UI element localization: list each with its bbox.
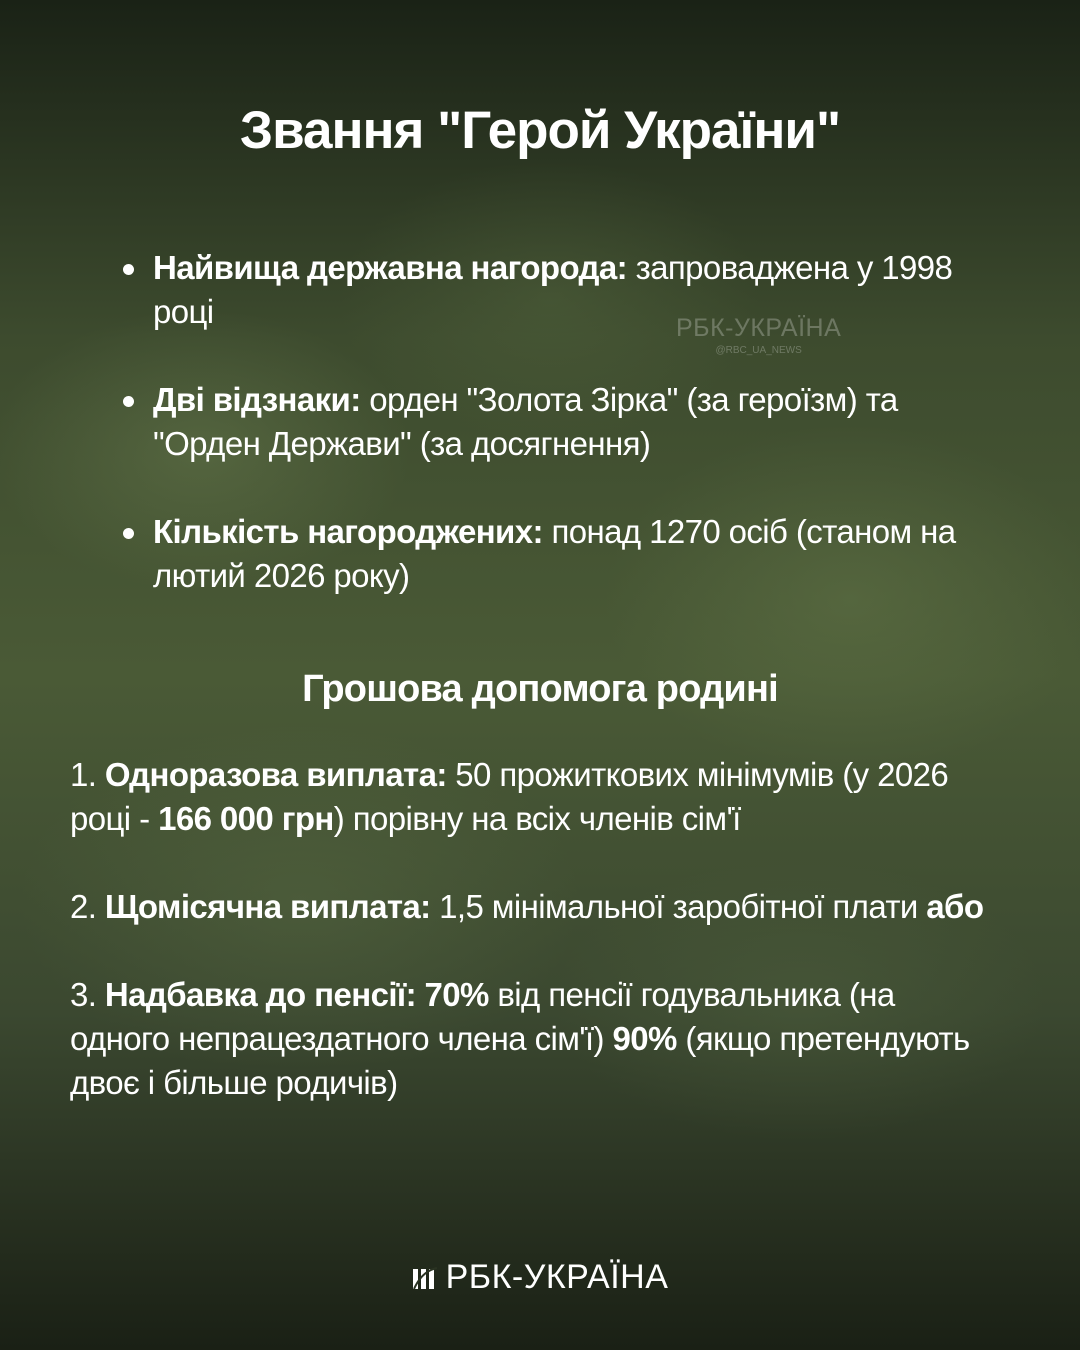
item-text: орден "Золота Зірка" (за героїзм) та "Орден Держави" (за досягнення) <box>153 381 898 462</box>
item-text: запроваджена у 1998 році <box>153 249 953 330</box>
watermark-handle: @RBC_UA_NEWS <box>715 345 802 356</box>
item-number: 3. <box>70 976 105 1013</box>
facts-list <box>153 246 1013 642</box>
item-or: або <box>926 888 984 925</box>
item-text: (якщо претендують двоє і більше родичів) <box>70 1020 970 1101</box>
list-item <box>153 510 1013 598</box>
item-number: 2. <box>70 888 105 925</box>
logo-icon <box>412 1265 438 1291</box>
item-label: Одноразова виплата: <box>104 756 447 793</box>
item-text: понад 1270 осіб (станом на лютий 2026 року) <box>153 513 956 594</box>
item-label: Найвища державна нагорода: <box>153 249 628 286</box>
item-label: Кількість нагороджених: <box>153 513 543 550</box>
item-text: 1,5 мінімальної заробітної плати <box>430 888 927 925</box>
section-heading: Грошова допомога родині <box>302 668 778 710</box>
list-item <box>70 973 1000 1105</box>
list-item <box>153 246 1013 334</box>
list-item <box>153 378 1013 466</box>
item-label: Щомісячна виплата: <box>104 888 431 925</box>
item-label: Дві відзнаки: <box>153 381 361 418</box>
item-percent: 90% <box>612 1020 677 1057</box>
brand-logo <box>0 1258 1080 1297</box>
item-number: 1. <box>70 756 105 793</box>
list-item <box>70 885 1000 929</box>
watermark <box>676 314 841 356</box>
page-title: Звання "Герой України" <box>239 101 841 160</box>
item-text: ) порівну на всіх членів сім'ї <box>333 800 741 837</box>
watermark-name: РБК-УКРАЇНА <box>676 314 842 342</box>
payments-list <box>70 753 1000 1149</box>
item-percent: 70% <box>415 976 489 1013</box>
item-amount: 166 000 грн <box>158 800 334 837</box>
logo-text: РБК-УКРАЇНА <box>445 1258 669 1296</box>
item-label: Надбавка до пенсії: <box>104 976 416 1013</box>
list-item <box>70 753 1000 841</box>
item-text: 50 прожиткових мінімумів (у 2026 році - <box>70 756 949 837</box>
item-text: від пенсії годувальника (на одного непрацездатного члена сім'ї) <box>70 976 895 1057</box>
